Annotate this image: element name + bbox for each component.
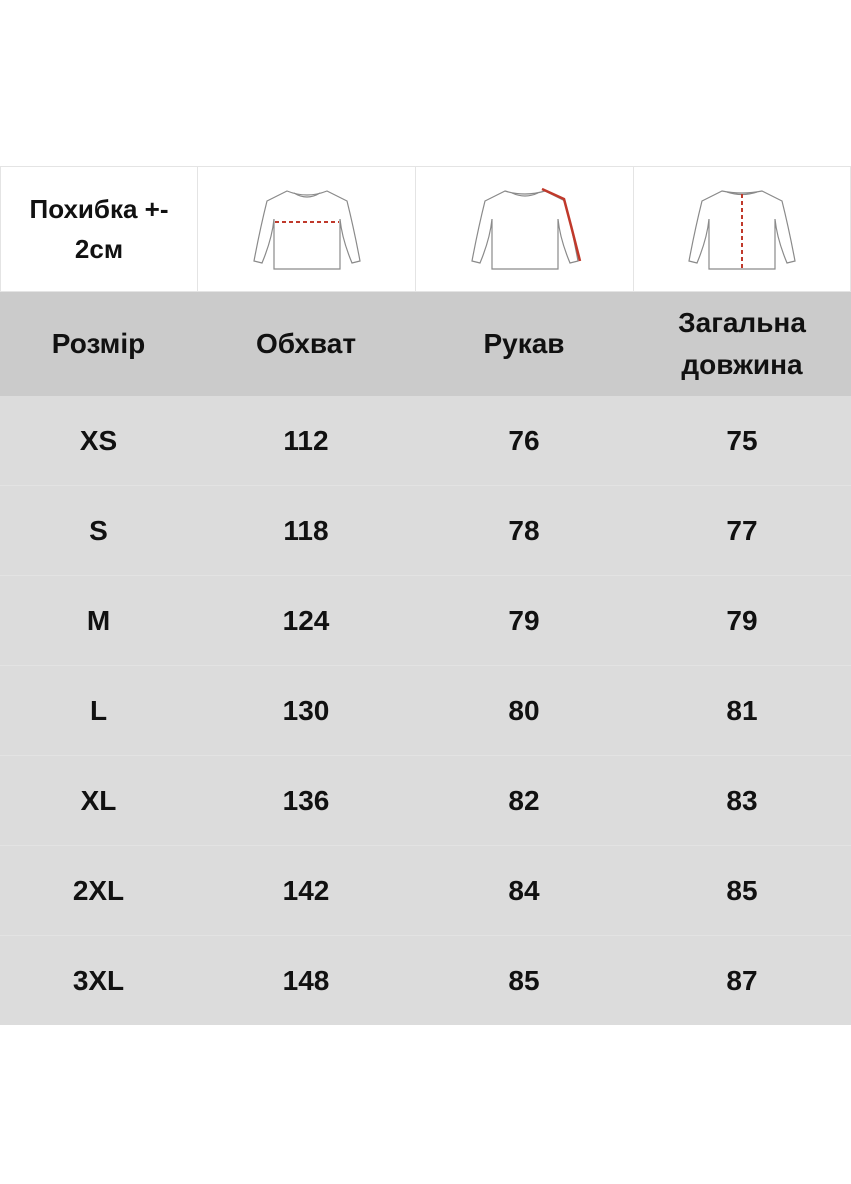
chest-cell: 136 bbox=[282, 784, 330, 816]
tolerance-note: Похибка +- 2см bbox=[29, 194, 169, 264]
chest-cell: 142 bbox=[282, 874, 330, 906]
sleeve-cell: 76 bbox=[508, 424, 540, 456]
length-cell: 85 bbox=[726, 874, 758, 906]
sleeve-cell: 78 bbox=[508, 514, 540, 546]
header-size: Розмір bbox=[51, 328, 146, 359]
length-cell: 81 bbox=[726, 694, 758, 726]
sleeve-icon-cell bbox=[415, 166, 633, 292]
sleeve-cell: 79 bbox=[508, 604, 540, 636]
chest-cell: 148 bbox=[282, 964, 330, 996]
sleeve-cell: 84 bbox=[508, 874, 540, 906]
chest-cell: 118 bbox=[283, 514, 329, 546]
size-cell: S bbox=[89, 514, 108, 546]
header-sleeve: Рукав bbox=[483, 328, 565, 359]
size-cell: XS bbox=[79, 424, 118, 456]
sleeve-measure-icon bbox=[460, 179, 590, 279]
size-cell: 3XL bbox=[72, 964, 125, 996]
header-chest: Обхват bbox=[255, 328, 357, 359]
header-row bbox=[0, 292, 851, 396]
table-row bbox=[0, 396, 851, 485]
table-row bbox=[0, 485, 851, 575]
size-cell: 2XL bbox=[72, 874, 125, 906]
sleeve-cell: 80 bbox=[508, 694, 540, 726]
chest-measure-icon bbox=[242, 179, 372, 279]
header-length-line1: Загальна bbox=[678, 307, 806, 338]
chest-icon-cell bbox=[197, 166, 415, 292]
length-cell: 77 bbox=[726, 514, 758, 546]
tolerance-note-cell bbox=[0, 166, 197, 292]
length-cell: 87 bbox=[726, 964, 758, 996]
sleeve-cell: 82 bbox=[508, 784, 540, 816]
table-row bbox=[0, 755, 851, 845]
measurement-icons-row bbox=[0, 166, 851, 292]
sleeve-cell: 85 bbox=[508, 964, 540, 996]
table-row bbox=[0, 845, 851, 935]
length-cell: 83 bbox=[726, 784, 758, 816]
table-row bbox=[0, 575, 851, 665]
table-row bbox=[0, 935, 851, 1025]
header-length bbox=[633, 292, 851, 396]
length-icon-cell bbox=[633, 166, 851, 292]
header-length-line2: довжина bbox=[681, 349, 803, 380]
length-cell: 79 bbox=[726, 604, 758, 636]
length-measure-icon bbox=[677, 179, 807, 279]
table-row bbox=[0, 665, 851, 755]
size-cell: XL bbox=[80, 784, 117, 816]
size-chart-table bbox=[0, 166, 851, 1025]
chest-cell: 130 bbox=[282, 694, 330, 726]
chest-cell: 112 bbox=[283, 424, 329, 456]
size-cell: M bbox=[86, 604, 111, 636]
length-cell: 75 bbox=[726, 424, 758, 456]
size-cell: L bbox=[89, 694, 108, 726]
table-body bbox=[0, 396, 851, 1025]
chest-cell: 124 bbox=[282, 604, 330, 636]
